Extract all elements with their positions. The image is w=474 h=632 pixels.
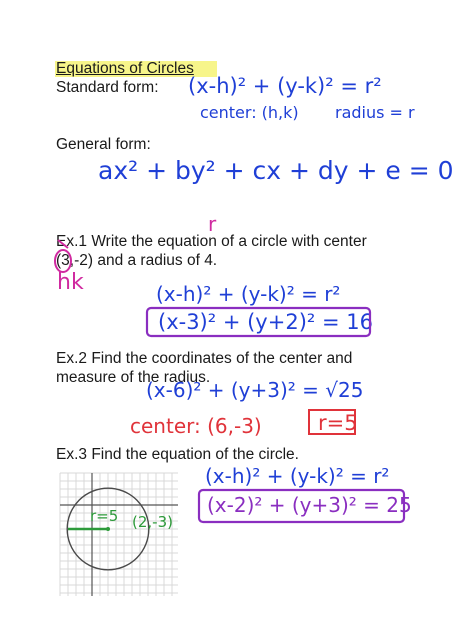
general-form-equation: ax² + by² + cx + dy + e = 0 [98, 156, 454, 185]
ex2-line1: Ex.2 Find the coordinates of the center and [56, 350, 353, 367]
ex3-line1: Ex.3 Find the equation of the circle. [56, 446, 299, 463]
ex2-radius-answer: r=5 [318, 411, 358, 435]
ex2-center-answer: center: (6,-3) [130, 414, 262, 438]
page-title: Equations of Circles [56, 60, 194, 77]
ex3-work-equation: (x-h)² + (y-k)² = r² [205, 464, 390, 488]
ex1-answer: (x-3)² + (y+2)² = 16 [158, 310, 373, 334]
graph-center-label: (2,-3) [132, 513, 173, 531]
center-note: center: (h,k) [200, 103, 299, 122]
graph-radius-label: r=5 [90, 507, 119, 525]
ex1-r-note: r [208, 212, 217, 236]
graph-center-point [106, 527, 110, 531]
standard-form-label: Standard form: [56, 79, 159, 96]
ex3-answer: (x-2)² + (y+3)² = 25 [207, 493, 412, 517]
ex1-work-equation: (x-h)² + (y-k)² = r² [156, 282, 341, 306]
ex1-line1: Ex.1 Write the equation of a circle with center [56, 233, 367, 250]
ex1-line2: (3,-2) and a radius of 4. [56, 252, 218, 269]
standard-form-equation: (x-h)² + (y-k)² = r² [188, 74, 382, 98]
ex2-line2: measure of the radius. [56, 369, 211, 386]
general-form-label: General form: [56, 136, 151, 153]
ex2-equation: (x-6)² + (y+3)² = √25 [146, 378, 364, 402]
radius-note: radius = r [335, 103, 415, 122]
ex1-hk-note: hk [57, 270, 84, 295]
